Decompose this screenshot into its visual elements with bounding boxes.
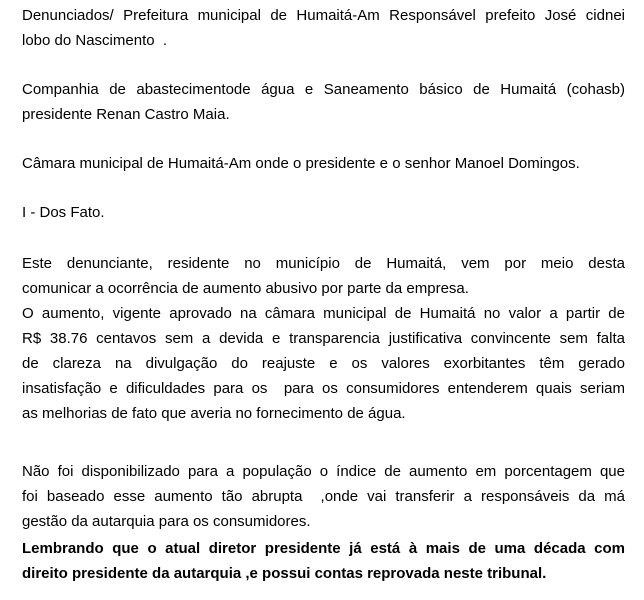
text-line: Lembrando que o atual diretor presidente já está à mais de uma década com [22,540,625,557]
text-line: direito presidente da autarquia ,e possui contas reprovada neste tribunal. [22,565,547,582]
paragraph [22,151,625,176]
text-line: presidente Renan Castro Maia. [22,106,230,123]
document-body [22,3,625,586]
paragraph [22,459,625,534]
paragraph [22,251,625,301]
text-line: I - Dos Fato. [22,204,105,221]
text-line: de clareza na divulgação do reajuste e os valores exorbitantes têm gerado [22,355,625,372]
text-line: comunicar a ocorrência de aumento abusivo por parte da empresa. [22,280,469,297]
paragraph [22,77,625,127]
text-line: lobo do Nascimento . [22,32,168,49]
paragraph [22,536,625,586]
text-line: R$ 38.76 centavos sem a devida e transparencia justificativa convincente sem falta [22,330,625,347]
paragraph [22,200,625,225]
text-line: Câmara municipal de Humaitá-Am onde o presidente e o senhor Manoel Domingos. [22,155,580,172]
text-line: Denunciados/ Prefeitura municipal de Humaitá-Am Responsável prefeito José cidnei [22,7,625,24]
paragraph [22,301,625,426]
text-line: insatisfação e dificuldades para os para os consumidores entenderem quais seriam [22,380,625,397]
text-line: foi baseado esse aumento tão abrupta ,onde vai transferir a responsáveis da má [22,488,625,505]
text-line: gestão da autarquia para os consumidores. [22,513,311,530]
text-line: as melhorias de fato que averia no fornecimento de água. [22,405,406,422]
text-line: Não foi disponibilizado para a população o índice de aumento em porcentagem que [22,463,625,480]
text-line: Companhia de abastecimentode água e Saneamento básico de Humaitá (cohasb) [22,81,625,98]
text-line: O aumento, vigente aprovado na câmara municipal de Humaitá no valor a partir de [22,305,625,322]
text-line: Este denunciante, residente no município de Humaitá, vem por meio desta [22,255,625,272]
paragraph [22,3,625,53]
